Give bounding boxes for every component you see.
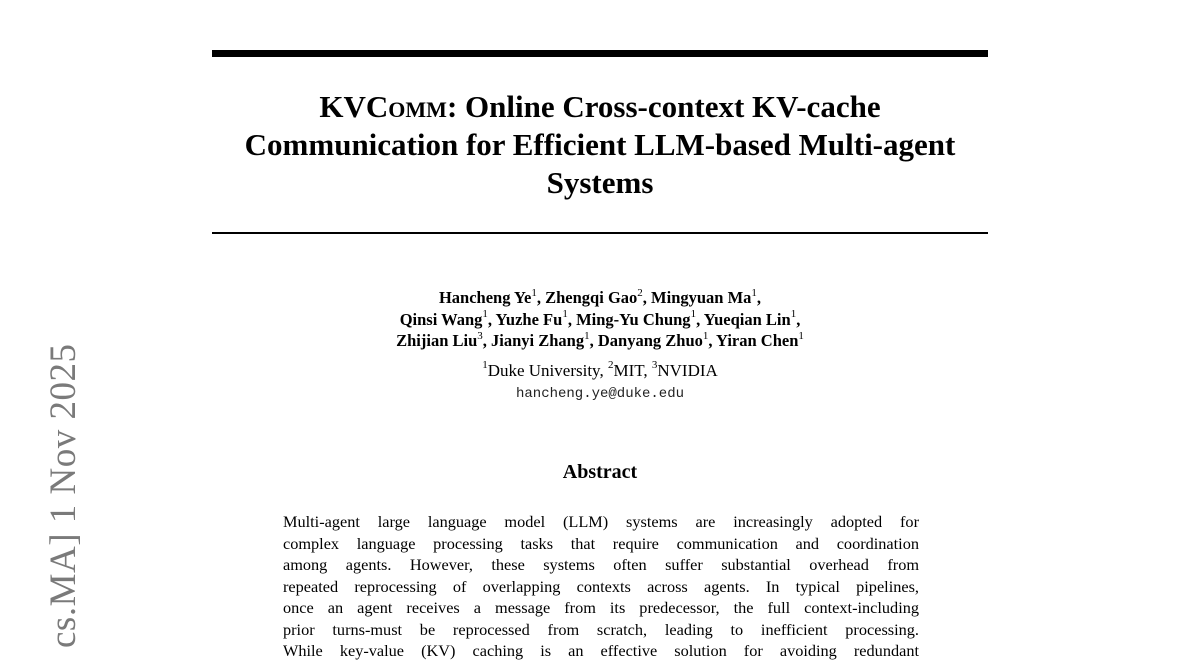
- author-affiliation-mark: 1: [584, 329, 590, 342]
- author-separator: ,: [589, 331, 598, 350]
- author-name: Danyang Zhuo: [597, 331, 703, 350]
- abstract-line: complex language processing tasks that require communication and coordination: [283, 533, 919, 553]
- author-name: Hancheng Ye: [438, 288, 532, 307]
- author-separator: ,: [482, 331, 492, 350]
- affiliation-name: NVIDIA: [657, 361, 718, 380]
- author-affiliation-mark: 1: [702, 329, 709, 342]
- author-affiliation-mark: 1: [798, 329, 804, 342]
- author-name: Ming-Yu Chung: [576, 309, 691, 329]
- author-list: [212, 287, 988, 352]
- author-affiliation-mark: 2: [637, 286, 643, 299]
- title-line-3: Systems: [546, 165, 654, 200]
- affiliation-separator: ,: [599, 361, 608, 380]
- arxiv-stamp: cs.MA] 1 Nov 2025: [43, 343, 84, 648]
- title-bottom-rule: [212, 232, 988, 234]
- author-separator: ,: [536, 288, 546, 307]
- author-separator: ,: [567, 309, 577, 329]
- author-affiliation-mark: 3: [477, 329, 483, 342]
- abstract-line: While key-value (KV) caching is an effective solution for avoiding redundant: [283, 641, 919, 660]
- author-separator: ,: [796, 309, 801, 329]
- author-separator: ,: [756, 288, 762, 307]
- title-line-1: [319, 89, 880, 124]
- author-separator: ,: [708, 331, 717, 350]
- abstract-line: Multi-agent large language model (LLM) systems are increasingly adopted for: [283, 512, 919, 531]
- title-line-2: Communication for Efficient LLM-based Multi-agent: [244, 127, 956, 162]
- author-line: [212, 287, 988, 309]
- abstract-line: among agents. However, these systems often suffer substantial overhead from: [283, 555, 919, 574]
- title-line-1-rest: : Online Cross-context KV-cache: [446, 89, 881, 124]
- author-affiliation-mark: 1: [751, 286, 757, 299]
- author-line: [212, 330, 988, 352]
- author-name: Yiran Chen: [716, 331, 799, 350]
- title-smallcaps: Comm: [365, 89, 447, 124]
- abstract-line: once an agent receives a message from its predecessor, the full context-including: [283, 598, 919, 617]
- author-name: Yueqian Lin: [703, 309, 791, 329]
- author-name: Qinsi Wang: [399, 309, 483, 329]
- title-top-rule: [212, 50, 988, 57]
- affiliation-mark: 3: [651, 359, 658, 372]
- abstract-heading: Abstract: [562, 461, 638, 483]
- affiliations: [212, 361, 988, 381]
- author-name: Zhijian Liu: [396, 331, 478, 350]
- author-affiliation-mark: 1: [482, 308, 488, 320]
- author-line: [212, 309, 988, 331]
- affiliation-name: MIT: [613, 361, 644, 380]
- affiliation-mark: 2: [607, 359, 614, 372]
- author-separator: ,: [487, 309, 496, 329]
- author-affiliation-mark: 1: [531, 286, 537, 299]
- affiliation-mark: 1: [482, 359, 488, 372]
- author-affiliation-mark: 1: [562, 308, 568, 320]
- author-separator: ,: [642, 288, 652, 307]
- paper-title: [212, 88, 988, 202]
- author-affiliation-mark: 1: [790, 308, 797, 320]
- author-separator: ,: [696, 309, 704, 329]
- abstract-body: [283, 511, 919, 662]
- author-affiliation-mark: 1: [690, 308, 697, 320]
- affiliation-name: Duke University: [487, 361, 600, 380]
- author-name: Zhengqi Gao: [545, 288, 638, 307]
- abstract-line: prior turns-must be reprocessed from scratch, leading to inefficient processing.: [283, 619, 919, 639]
- abstract-line: repeated reprocessing of overlapping contexts across agents. In typical pipelines,: [283, 576, 919, 596]
- title-prefix: KV: [319, 89, 366, 124]
- author-name: Yuzhe Fu: [495, 309, 563, 329]
- author-name: Mingyuan Ma: [651, 288, 752, 307]
- author-name: Jianyi Zhang: [491, 331, 585, 350]
- contact-email: hancheng.ye@duke.edu: [515, 386, 685, 402]
- affiliation-separator: ,: [643, 361, 652, 380]
